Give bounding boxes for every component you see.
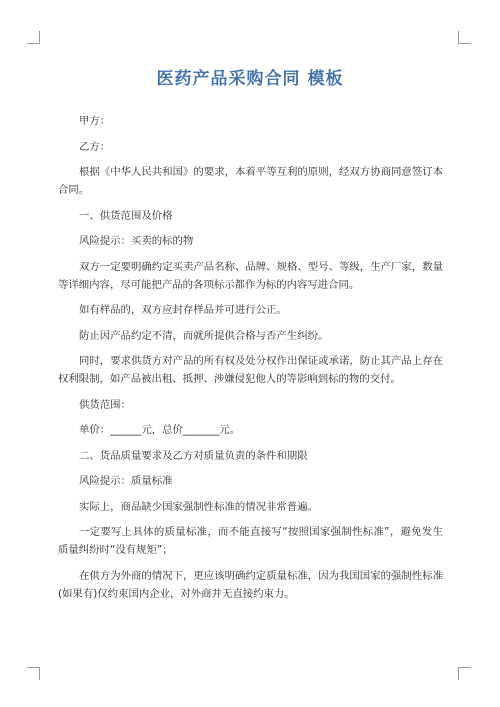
crop-mark-bottom-left: [27, 667, 40, 680]
crop-mark-top-left: [27, 31, 40, 44]
section-heading-1: 一、供货范围及价格: [79, 209, 173, 222]
risk-note-1: 风险提示：买卖的标的物: [79, 235, 194, 247]
crop-mark-bottom-right: [458, 667, 471, 680]
paragraph-ownership: 同时，要求供货方对产品的所有权及处分权作出保证或承诺，防止其产品上存在权利限制，如产品被出租、抵押、涉嫌侵犯他人的等影响到标的物的交付。: [58, 355, 443, 385]
paragraph-product-details: 双方一定要明确约定买卖产品名称、品牌、规格、型号、等级，生产厂家，数量等详细内容，尽可能把产品的各项标示都作为标的内容写进合同。: [58, 260, 443, 291]
paragraph-foreign-supplier: 在供方为外商的情况下，更应该明确约定质量标准，因为我国国家的强制性标准(如果有)仅约束国内企业，对外商并无直接约束力。: [58, 569, 443, 600]
section-heading-2: 二、货品质量要求及乙方对质量负责的条件和期限: [79, 449, 308, 462]
paragraph-standards-lacking: 实际上，商品缺少国家强制性标准的情况非常普遍。: [79, 500, 318, 513]
party-a-line: 甲方：: [79, 115, 111, 127]
document-title: 医药产品采购合同 模板: [156, 69, 344, 89]
risk-note-2: 风险提示：质量标准: [79, 475, 173, 487]
paragraph-dispute-prevention: 防止因产品约定不清，而就所提供合格与否产生纠纷。: [79, 329, 329, 342]
document-body: [58, 112, 443, 610]
price-line: 单价：______元，总价_______元。: [79, 424, 241, 436]
supply-scope-label: 供货范围：: [79, 398, 131, 411]
paragraph-samples: 如有样品的，双方应封存样品并可进行公正。: [79, 304, 287, 316]
preamble-paragraph: 根据《中华人民共和国》的要求，本着平等互利的原则，经双方协商同意签订本合同。: [58, 166, 443, 196]
paragraph-specific-standards: 一定要写上具体的质量标准，而不能直接写“按照国家强制性标准”，避免发生质量纠纷时“没有规矩”；: [58, 526, 443, 556]
crop-mark-top-right: [458, 31, 471, 44]
party-b-line: 乙方：: [79, 140, 111, 153]
